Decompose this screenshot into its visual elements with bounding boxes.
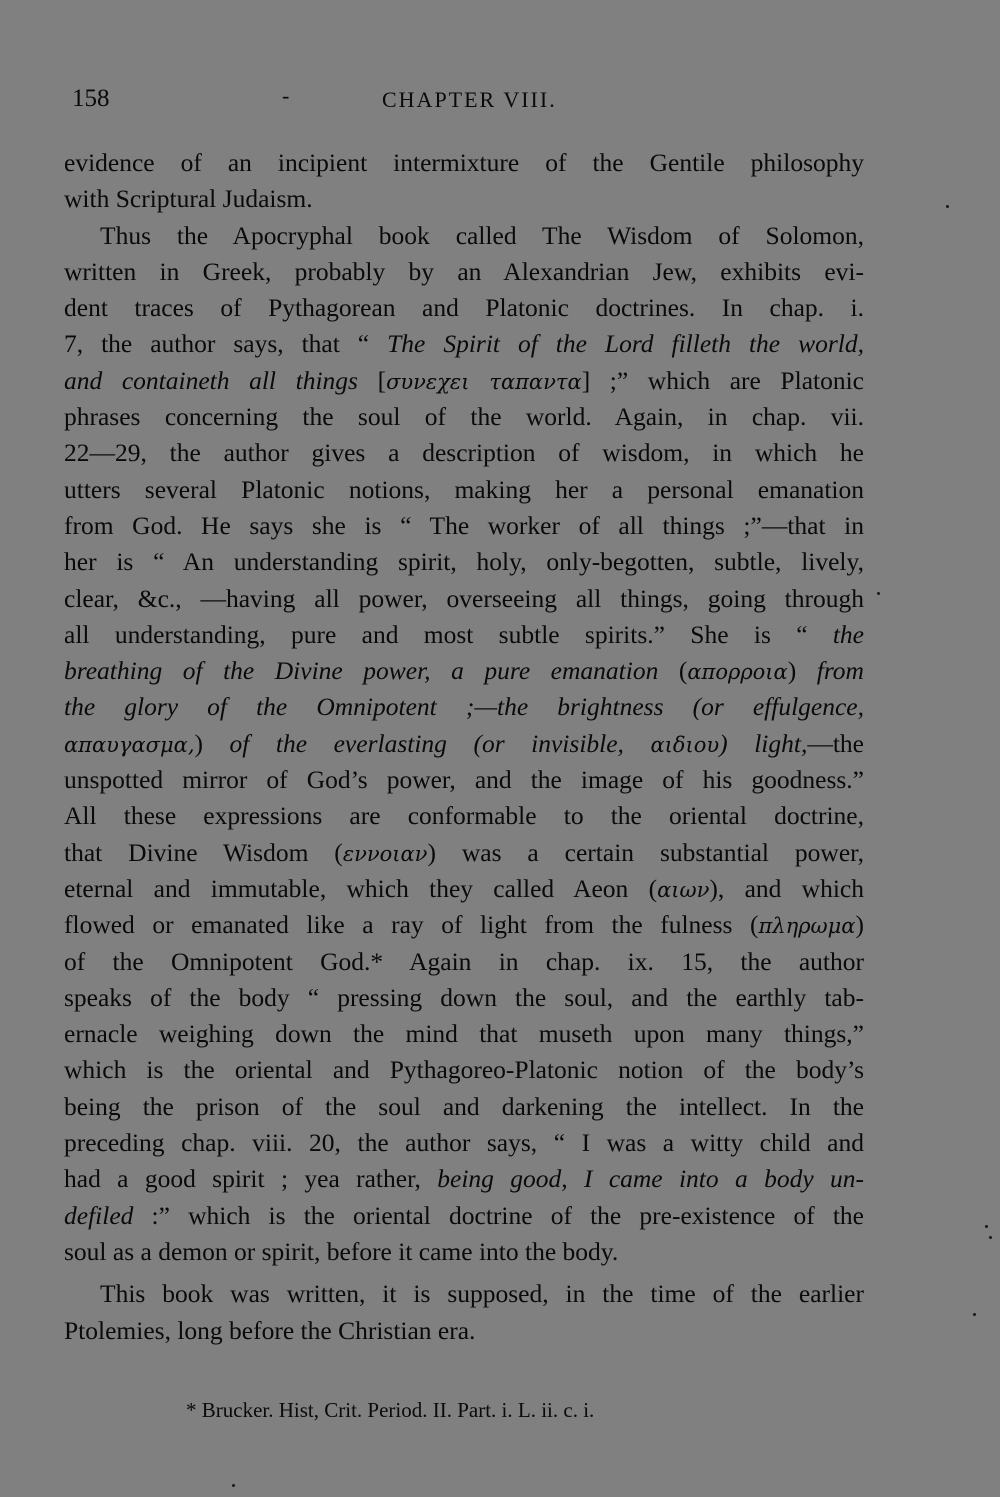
text-line: her is “ An understanding spirit, holy, only-begotten, subtle, lively, [64,547,864,577]
text-span: ( [658,656,688,686]
text-line [64,1198,864,1234]
text-line: phrases concerning the soul of the world. Again, in chap. vii. [64,402,864,432]
text-line: All these expressions are conformable to the oriental doctrine, [64,801,864,831]
text-span: —the [807,728,864,758]
italic-quote: defiled [64,1200,134,1230]
text-span: had a good spirit ; yea rather, [64,1164,438,1194]
text-span: ) [855,910,864,940]
running-head [72,85,872,119]
text-line [64,617,864,653]
text-span: [ [357,365,387,395]
text-line: ernacle weighing down the mind that museth upon many things,” [64,1019,864,1049]
text-line: evidence of an incipient intermixture of the Gentile philosophy [64,148,864,177]
text-span: ), and which [709,873,864,903]
greek-term: αιων [657,877,710,902]
text-span: ] ;” which are Platonic [581,365,865,395]
text-line [64,653,864,689]
text-line [64,907,864,943]
text-line: Ptolemies, long before the Christian era. [64,1315,476,1345]
page-number: 158 [72,85,110,112]
text-line: 22—29, the author gives a description of wisdom, in which he [64,438,864,468]
text-line: from God. He says she is “ The worker of all things ;”—that in [64,510,864,540]
italic-quote: being good, I came into a body un- [437,1164,864,1194]
print-speck [946,205,949,208]
text-line: This book was written, it is supposed, in the time of the earlier [100,1279,864,1309]
print-speck [985,1225,988,1228]
text-line: utters several Platonic notions, making her a personal emanation [64,474,864,504]
text-line [64,1161,864,1197]
text-span: that Divine Wisdom ( [64,837,343,867]
text-span: :” which is the oriental doctrine of the pre-existence of the [133,1200,864,1230]
text-line: preceding chap. viii. 20, the author says, “ I was a witty child and [64,1128,864,1158]
text-line: Thus the Apocryphal book called The Wisdom of Solomon, [100,220,864,250]
text-span: flowed or emanated like a ray of light from the fulness ( [64,910,759,940]
text-line [64,363,864,399]
text-span: 7, the author says, that “ [64,329,388,359]
greek-term: απαυγασμα, [64,732,195,757]
text-span: ) was a certain substantial power, [427,837,865,867]
greek-term: πληρωμα [758,914,856,939]
header-dash: - [282,83,290,108]
text-line: soul as a demon or spirit, before it came into the body. [64,1236,619,1266]
text-span: ) [787,656,817,686]
print-speck [989,1236,992,1239]
italic-quote: the [832,619,864,649]
italic-quote: The Spirit of the Lord filleth the world, [387,329,864,359]
text-line: dent traces of Pythagorean and Platonic doctrines. In chap. i. [64,293,864,323]
greek-term: συνεχει ταπαντα [386,369,582,394]
text-span: all understanding, pure and most subtle spirits.” She is “ [64,619,833,649]
print-speck [232,1484,235,1487]
text-span: eternal and immutable, which they called Aeon ( [64,873,658,903]
text-line [64,689,864,725]
text-line [64,726,864,762]
italic-quote: the glory of the Omnipotent ;—the brightness (or effulgence, [64,692,864,722]
text-line [64,871,864,907]
text-line: with Scriptural Judaism. [64,184,313,214]
text-line: clear, &c., —having all power, overseeing all things, going through [64,583,864,613]
text-span: ) [194,728,230,758]
italic-quote: of the everlasting (or invisible, [229,728,651,758]
text-line [64,835,864,871]
italic-quote: from [816,656,864,686]
greek-term: απορροια [687,660,788,685]
chapter-title: CHAPTER VIII. [382,87,557,112]
text-line: which is the oriental and Pythagoreo-Platonic notion of the body’s [64,1055,864,1085]
print-speck [973,1313,976,1316]
body-text [64,145,864,1349]
text-line: unspotted mirror of God’s power, and the image of his goodness.” [64,765,864,795]
italic-quote: breathing of the Divine power, a pure emanation [64,656,659,686]
text-line: of the Omnipotent God.* Again in chap. ix. 15, the author [64,946,864,976]
footnote: * Brucker. Hist, Crit. Period. II. Part. i. L. ii. c. i. [186,1398,595,1422]
italic-quote: ) light, [719,728,808,758]
text-line: being the prison of the soul and darkening the intellect. In the [64,1091,864,1121]
italic-quote: and containeth all things [64,365,358,395]
greek-term: εννοιαν [342,841,428,866]
greek-term: αιδιου [650,732,720,757]
print-speck [877,592,880,595]
text-line [64,326,864,362]
text-line: speaks of the body “ pressing down the soul, and the earthly tab- [64,982,864,1012]
text-line: written in Greek, probably by an Alexandrian Jew, exhibits evi- [64,256,864,286]
